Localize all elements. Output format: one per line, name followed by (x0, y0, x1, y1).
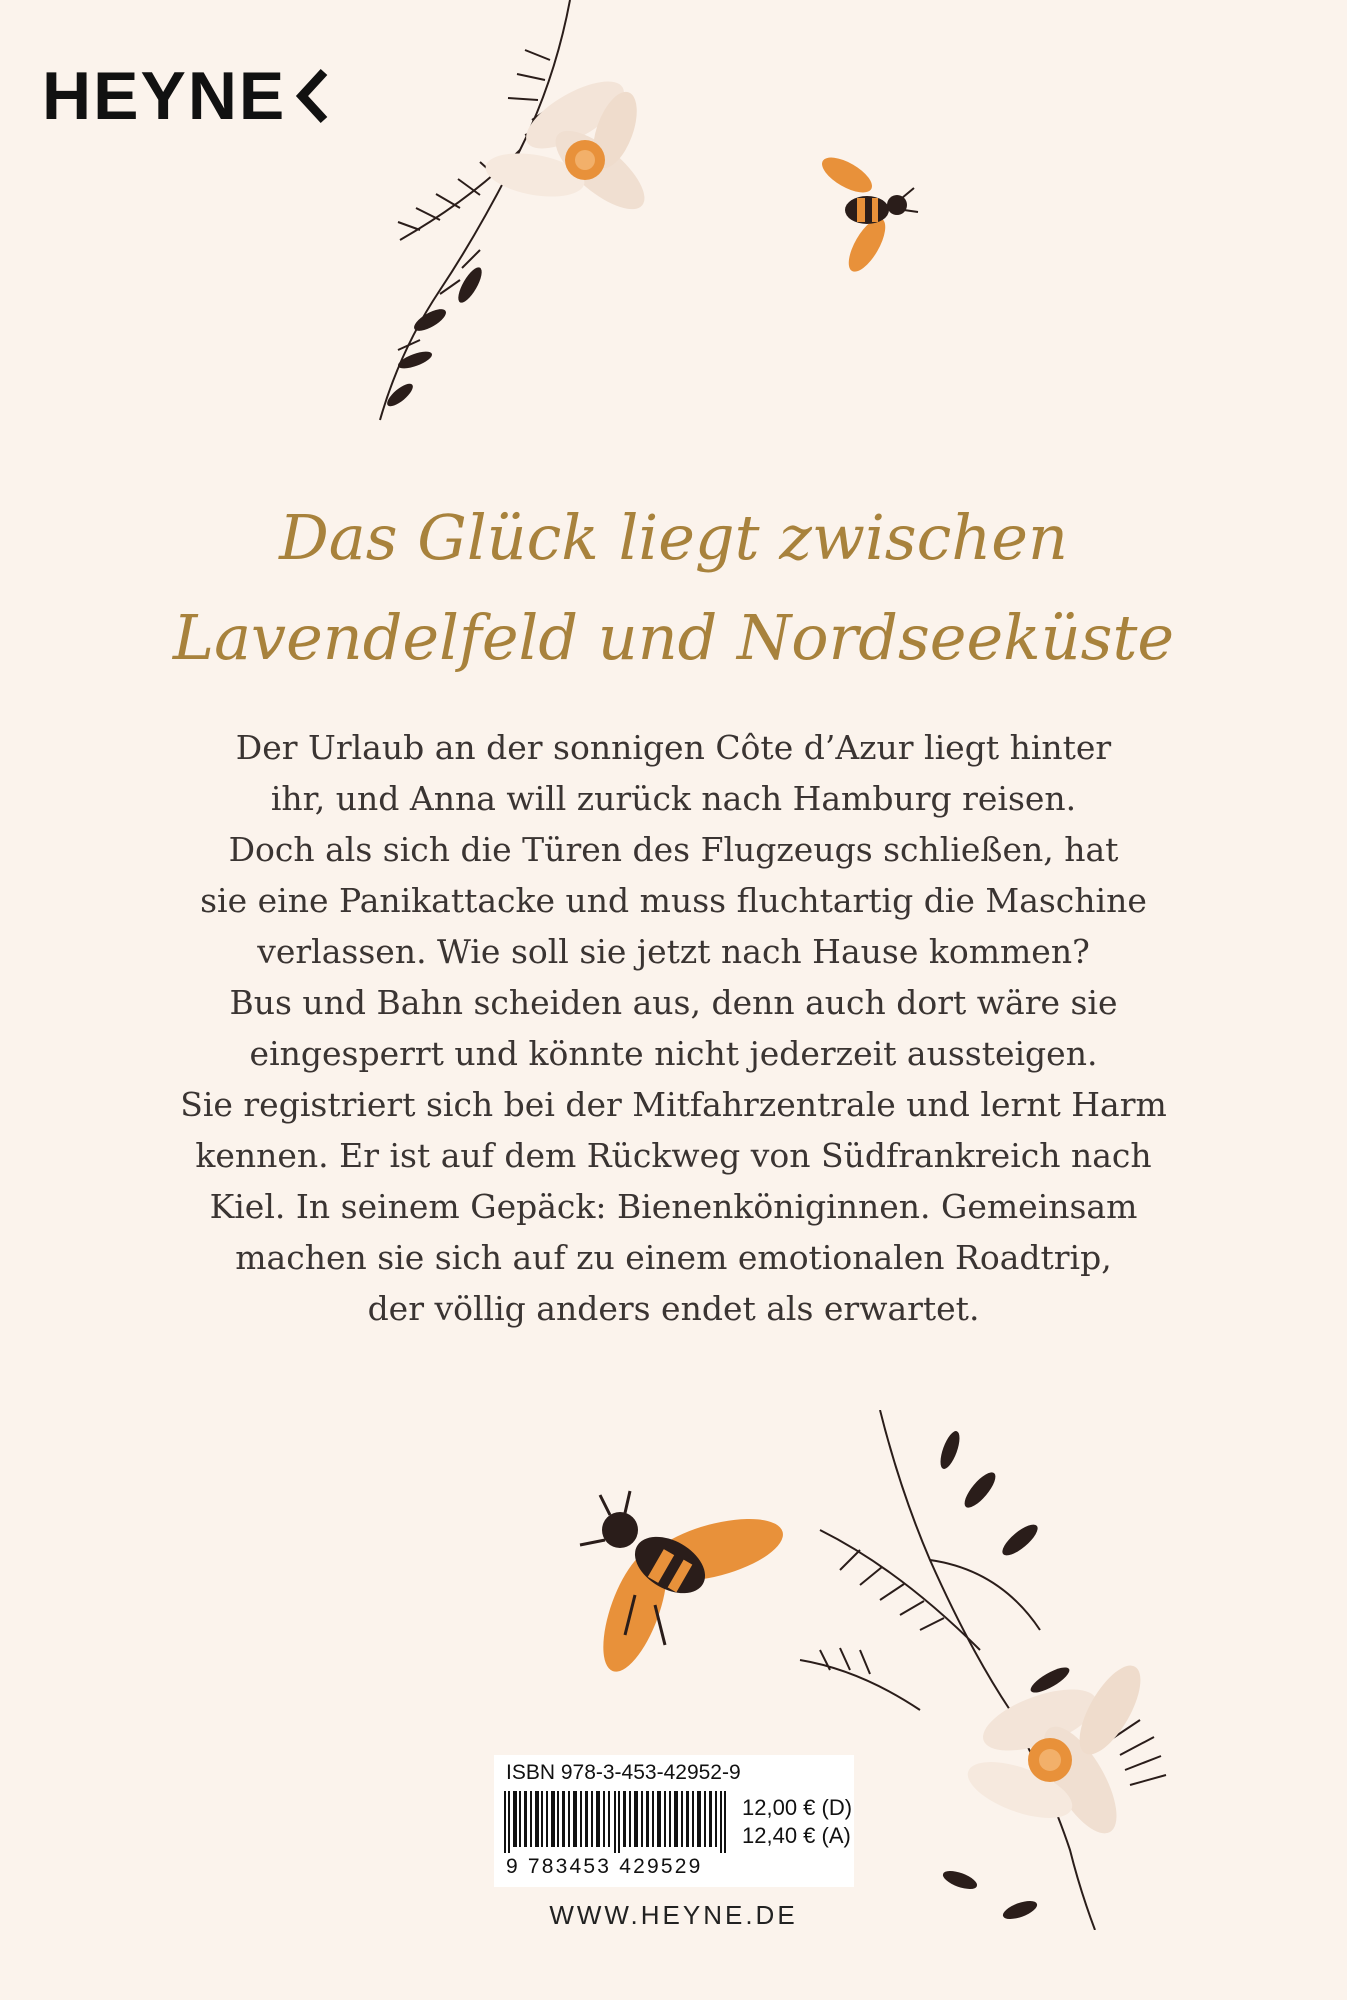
publisher-logo (42, 58, 330, 134)
blurb-line: Doch als sich die Türen des Flugzeugs schließen, hat (228, 830, 1119, 869)
blurb-line: kennen. Er ist auf dem Rückweg von Südfrankreich nach (195, 1136, 1152, 1175)
blurb-line: ihr, und Anna will zurück nach Hamburg reisen. (270, 779, 1077, 818)
blurb-line: Sie registriert sich bei der Mitfahrzentrale und lernt Harm (180, 1085, 1167, 1124)
flower-icon (961, 1657, 1153, 1844)
blurb-line: eingesperrt und könnte nicht jederzeit aussteigen. (249, 1034, 1098, 1073)
blurb-line: Bus und Bahn scheiden aus, denn auch dort wäre sie (229, 983, 1118, 1022)
publisher-website: WWW.HEYNE.DE (549, 1900, 798, 1930)
book-blurb (0, 722, 1347, 1334)
price-austria: 12,40 € (A) (742, 1823, 851, 1848)
publisher-logo-text: HEYNE (42, 58, 287, 134)
tagline (0, 488, 1347, 688)
heyne-chevron-icon (294, 68, 330, 124)
fern-leaf-shapes (384, 264, 486, 410)
barcode-box (494, 1755, 854, 1887)
tagline-line-2: Lavendelfeld und Nordseeküste (172, 601, 1175, 674)
barcode-digits: 9 783453 429529 (506, 1855, 703, 1878)
blurb-line: Kiel. In seinem Gepäck: Bienenköniginnen. Gemeinsam (209, 1187, 1138, 1226)
blurb-line: verlassen. Wie soll sie jetzt nach Hause kommen? (257, 932, 1090, 971)
blurb-line: sie eine Panikattacke und muss fluchtartig die Maschine (200, 881, 1147, 920)
price-germany: 12,00 € (D) (742, 1795, 853, 1820)
top-flower-illustration (360, 0, 660, 460)
fern-leaf-shapes (937, 1429, 1073, 1923)
blurb-line: Der Urlaub an der sonnigen Côte d’Azur liegt hinter (235, 728, 1112, 767)
bee-icon (812, 150, 922, 280)
bee-icon (575, 1485, 795, 1685)
blurb-line: der völlig anders endet als erwartet. (367, 1289, 980, 1328)
blurb-line: machen sie sich auf zu einem emotionalen Roadtrip, (235, 1238, 1112, 1277)
barcode-icon (504, 1791, 734, 1853)
flower-icon (482, 68, 656, 222)
isbn-label: ISBN 978-3-453-42952-9 (506, 1761, 741, 1784)
tagline-line-1: Das Glück liegt zwischen (279, 501, 1068, 574)
